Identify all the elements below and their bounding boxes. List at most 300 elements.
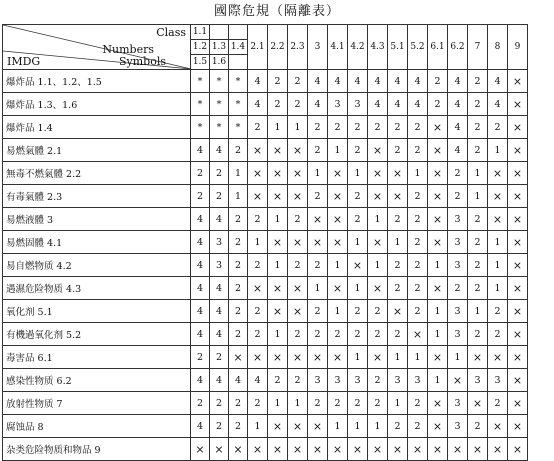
table-cell: 2 [348, 208, 368, 231]
table-cell: 2 [348, 300, 368, 323]
table-row [3, 277, 528, 300]
table-cell: 3 [448, 415, 468, 438]
table-cell: 1 [468, 162, 488, 185]
table-cell: 3 [328, 369, 348, 392]
table-cell: 1 [428, 369, 448, 392]
table-cell: × [268, 231, 288, 254]
table-cell: × [308, 415, 328, 438]
table-cell: × [368, 139, 388, 162]
header-class-cell [229, 25, 248, 40]
table-cell: 4 [408, 70, 428, 93]
table-cell: 2 [468, 231, 488, 254]
table-cell: × [488, 162, 508, 185]
table-cell: × [488, 208, 508, 231]
table-cell: 4 [388, 70, 408, 93]
table-cell: 2 [408, 139, 428, 162]
table-cell: 2 [468, 254, 488, 277]
header-class-cell: 1.4 [229, 40, 248, 55]
table-cell: 2 [308, 185, 328, 208]
table-cell: 1 [428, 300, 448, 323]
table-cell: × [448, 438, 468, 461]
row-label: 腐蚀品 8 [3, 415, 191, 438]
table-cell: × [348, 438, 368, 461]
header-class-cell: 1.5 [191, 55, 210, 70]
table-row [3, 254, 528, 277]
table-cell: 1 [468, 300, 488, 323]
header-class-cell: 8 [488, 25, 508, 70]
table-cell: * [210, 70, 229, 93]
header-class-cell [210, 25, 229, 40]
table-cell: 4 [488, 93, 508, 116]
table-cell: 2 [388, 139, 408, 162]
row-label: 易燃液體 3 [3, 208, 191, 231]
table-cell: 2 [468, 93, 488, 116]
table-cell: × [408, 323, 428, 346]
table-cell: 2 [388, 116, 408, 139]
table-cell: 2 [408, 185, 428, 208]
table-cell: 2 [288, 323, 308, 346]
table-cell: × [388, 300, 408, 323]
table-cell: × [508, 185, 528, 208]
table-cell: * [210, 116, 229, 139]
header-class-cell: 1.6 [210, 55, 229, 70]
table-cell: 2 [488, 116, 508, 139]
table-cell: 2 [328, 323, 348, 346]
table-cell: 1 [328, 300, 348, 323]
table-cell: × [508, 162, 528, 185]
table-cell: 3 [448, 392, 468, 415]
table-cell: × [248, 162, 268, 185]
table-cell: 1 [488, 277, 508, 300]
table-row [3, 70, 528, 93]
table-cell: 2 [268, 70, 288, 93]
table-cell: × [268, 162, 288, 185]
table-cell: 2 [388, 323, 408, 346]
header-class-cell [229, 55, 248, 70]
row-label: 易燃固體 4.1 [3, 231, 191, 254]
table-cell: 2 [308, 139, 328, 162]
table-cell: 2 [368, 392, 388, 415]
table-cell: 4 [191, 369, 210, 392]
table-cell: * [191, 116, 210, 139]
table-cell: 2 [368, 323, 388, 346]
table-cell: 2 [348, 392, 368, 415]
table-cell: × [488, 415, 508, 438]
table-cell: 4 [210, 369, 229, 392]
table-cell: × [268, 438, 288, 461]
table-cell: 4 [191, 231, 210, 254]
row-label: 感染性物质 6.2 [3, 369, 191, 392]
table-cell: × [508, 369, 528, 392]
table-cell: 2 [229, 415, 248, 438]
table-cell: × [191, 438, 210, 461]
table-cell: 1 [229, 162, 248, 185]
table-cell: 2 [448, 277, 468, 300]
table-cell: 1 [348, 346, 368, 369]
table-cell: 2 [288, 70, 308, 93]
table-cell: × [428, 277, 448, 300]
table-row [3, 185, 528, 208]
table-cell: × [288, 231, 308, 254]
table-cell: 4 [210, 208, 229, 231]
table-cell: 2 [468, 323, 488, 346]
table-cell: × [508, 300, 528, 323]
header-class-cell: 3 [308, 25, 328, 70]
table-cell: 4 [448, 93, 468, 116]
header-class-cell: 1.1 [191, 25, 210, 40]
table-row [3, 93, 528, 116]
table-cell: 2 [248, 116, 268, 139]
table-cell: × [368, 162, 388, 185]
table-cell: × [288, 162, 308, 185]
table-cell: × [248, 185, 268, 208]
table-cell: 4 [328, 70, 348, 93]
row-label: 易燃氣體 2.1 [3, 139, 191, 162]
row-label: 有機過氧化剂 5.2 [3, 323, 191, 346]
header-class-cell: 4.1 [328, 25, 348, 70]
table-cell: * [191, 93, 210, 116]
table-cell: 1 [248, 231, 268, 254]
table-cell: 4 [408, 93, 428, 116]
table-cell: × [428, 415, 448, 438]
table-cell: × [328, 346, 348, 369]
table-cell: 2 [248, 392, 268, 415]
table-cell: × [268, 415, 288, 438]
row-label: 無毒不燃氣體 2.2 [3, 162, 191, 185]
header-class-cell: 2.1 [248, 25, 268, 70]
table-cell: 2 [229, 300, 248, 323]
table-cell: × [288, 346, 308, 369]
table-cell: 1 [248, 415, 268, 438]
table-cell: × [268, 277, 288, 300]
table-cell: × [308, 231, 328, 254]
table-cell: 2 [348, 185, 368, 208]
table-cell: 2 [368, 369, 388, 392]
table-cell: 1 [408, 346, 428, 369]
table-row [3, 369, 528, 392]
row-label: 易自燃物质 4.2 [3, 254, 191, 277]
table-row [3, 346, 528, 369]
table-cell: × [508, 208, 528, 231]
table-cell: 2 [288, 93, 308, 116]
table-cell: 1 [268, 254, 288, 277]
segregation-table [2, 24, 528, 461]
table-cell: 1 [328, 415, 348, 438]
table-cell: × [368, 346, 388, 369]
table-cell: 2 [288, 369, 308, 392]
table-cell: 3 [488, 369, 508, 392]
table-row [3, 392, 528, 415]
table-cell: × [508, 139, 528, 162]
table-cell: * [191, 70, 210, 93]
table-cell: 1 [229, 185, 248, 208]
table-cell: 2 [229, 208, 248, 231]
table-cell: × [288, 415, 308, 438]
table-cell: 1 [388, 392, 408, 415]
table-cell: × [348, 254, 368, 277]
table-cell: 1 [288, 392, 308, 415]
table-cell: 1 [448, 346, 468, 369]
table-cell: 2 [368, 116, 388, 139]
table-cell: 4 [191, 139, 210, 162]
table-cell: 2 [308, 323, 328, 346]
table-cell: 1 [348, 415, 368, 438]
table-cell: × [488, 438, 508, 461]
table-cell: 2 [408, 300, 428, 323]
table-cell: 4 [191, 323, 210, 346]
table-cell: × [488, 185, 508, 208]
row-label: 爆炸品 1.4 [3, 116, 191, 139]
table-cell: 2 [368, 300, 388, 323]
table-cell: 1 [348, 231, 368, 254]
header-class-cell: 9 [508, 25, 528, 70]
table-cell: 3 [408, 369, 428, 392]
table-cell: × [508, 231, 528, 254]
row-label: 遇濕危险物质 4.3 [3, 277, 191, 300]
table-cell: × [388, 162, 408, 185]
table-cell: 4 [191, 300, 210, 323]
table-cell: × [268, 300, 288, 323]
table-cell: 2 [428, 70, 448, 93]
table-cell: 1 [368, 208, 388, 231]
table-cell: × [248, 346, 268, 369]
table-cell: 4 [210, 139, 229, 162]
table-cell: × [248, 438, 268, 461]
table-cell: 2 [191, 392, 210, 415]
corner-symbols-label: Symbols [118, 55, 166, 68]
table-cell: × [468, 346, 488, 369]
table-cell: 2 [428, 93, 448, 116]
table-cell: × [508, 254, 528, 277]
table-cell: × [428, 231, 448, 254]
table-cell: 2 [308, 116, 328, 139]
table-cell: 2 [248, 254, 268, 277]
table-cell: 2 [308, 392, 328, 415]
table-cell: 1 [308, 162, 328, 185]
table-cell: × [268, 139, 288, 162]
table-cell: × [248, 277, 268, 300]
table-cell: × [428, 162, 448, 185]
table-cell: 1 [308, 277, 328, 300]
table-cell: 1 [288, 116, 308, 139]
table-cell: 3 [468, 369, 488, 392]
table-cell: 4 [210, 300, 229, 323]
table-cell: × [268, 346, 288, 369]
table-cell: * [229, 116, 248, 139]
table-cell: 2 [408, 208, 428, 231]
table-cell: 2 [229, 277, 248, 300]
table-cell: 2 [210, 392, 229, 415]
table-cell: 1 [368, 415, 388, 438]
table-cell: 2 [229, 323, 248, 346]
table-cell: × [328, 438, 348, 461]
table-cell: × [408, 438, 428, 461]
table-row [3, 231, 528, 254]
table-cell: 2 [388, 277, 408, 300]
table-cell: 2 [448, 162, 468, 185]
table-cell: × [468, 438, 488, 461]
table-cell: × [328, 231, 348, 254]
table-cell: 2 [348, 323, 368, 346]
table-cell: 2 [448, 185, 468, 208]
table-cell: 2 [191, 185, 210, 208]
table-cell: 2 [191, 346, 210, 369]
row-label: 毒害品 6.1 [3, 346, 191, 369]
table-cell: × [328, 208, 348, 231]
row-label: 杂类危险物质和物品 9 [3, 438, 191, 461]
table-cell: 3 [388, 369, 408, 392]
table-cell: × [508, 346, 528, 369]
table-cell: 4 [488, 70, 508, 93]
table-cell: 2 [468, 277, 488, 300]
table-cell: 4 [248, 93, 268, 116]
table-row [3, 415, 528, 438]
table-cell: 2 [408, 277, 428, 300]
table-cell: 4 [348, 70, 368, 93]
table-cell: 2 [468, 116, 488, 139]
header-row-1 [3, 25, 528, 40]
table-cell: 1 [468, 185, 488, 208]
table-cell: × [508, 323, 528, 346]
table-cell: 1 [328, 254, 348, 277]
table-cell: * [210, 93, 229, 116]
row-label: 爆炸品 1.3、1.6 [3, 93, 191, 116]
table-cell: 1 [388, 346, 408, 369]
table-cell: 3 [348, 369, 368, 392]
table-cell: 2 [210, 415, 229, 438]
table-cell: 4 [229, 369, 248, 392]
table-cell: × [508, 277, 528, 300]
table-cell: × [288, 438, 308, 461]
table-cell: 2 [229, 254, 248, 277]
table-cell: × [248, 139, 268, 162]
table-cell: 2 [268, 93, 288, 116]
table-cell: × [368, 185, 388, 208]
table-cell: 3 [328, 93, 348, 116]
header-class-cell: 5.1 [388, 25, 408, 70]
corner-numbers-label: Numbers [102, 43, 154, 56]
table-cell: × [468, 392, 488, 415]
table-cell: 2 [388, 208, 408, 231]
header-class-cell: 7 [468, 25, 488, 70]
table-cell: × [428, 438, 448, 461]
corner-imdg-label: IMDG [7, 55, 41, 68]
header-class-cell: 4.3 [368, 25, 388, 70]
table-cell: 4 [191, 415, 210, 438]
table-cell: 4 [210, 323, 229, 346]
table-cell: × [488, 346, 508, 369]
row-label: 放射性物质 7 [3, 392, 191, 415]
table-cell: × [229, 438, 248, 461]
table-cell: 1 [428, 254, 448, 277]
table-cell: 4 [388, 93, 408, 116]
table-cell: 2 [468, 415, 488, 438]
table-cell: 4 [448, 116, 468, 139]
table-cell: 3 [448, 300, 468, 323]
table-cell: 2 [308, 254, 328, 277]
table-cell: × [308, 438, 328, 461]
table-cell: × [368, 231, 388, 254]
table-cell: 2 [308, 300, 328, 323]
table-cell: 2 [388, 254, 408, 277]
table-cell: 1 [488, 231, 508, 254]
table-cell: × [388, 185, 408, 208]
table-cell: 2 [229, 392, 248, 415]
table-row [3, 139, 528, 162]
table-cell: × [448, 369, 468, 392]
table-cell: 2 [408, 231, 428, 254]
table-cell: 2 [229, 231, 248, 254]
table-cell: × [268, 185, 288, 208]
table-cell: 1 [328, 139, 348, 162]
table-row [3, 162, 528, 185]
table-cell: 2 [248, 300, 268, 323]
table-cell: 2 [268, 369, 288, 392]
table-cell: × [428, 208, 448, 231]
row-label: 有毒氣體 2.3 [3, 185, 191, 208]
table-cell: × [428, 346, 448, 369]
table-cell: 3 [210, 254, 229, 277]
table-cell: 2 [468, 208, 488, 231]
table-cell: 1 [428, 323, 448, 346]
table-row [3, 208, 528, 231]
table-cell: 1 [348, 162, 368, 185]
table-cell: 2 [408, 415, 428, 438]
table-cell: 4 [368, 93, 388, 116]
table-cell: 3 [448, 323, 468, 346]
row-label: 爆炸品 1.1、1.2、1.5 [3, 70, 191, 93]
table-row [3, 300, 528, 323]
header-class-cell: 4.2 [348, 25, 368, 70]
header-class-cell: 6.1 [428, 25, 448, 70]
table-cell: 2 [488, 300, 508, 323]
table-cell: × [328, 277, 348, 300]
table-cell: 2 [388, 415, 408, 438]
row-label: 氧化剂 5.1 [3, 300, 191, 323]
table-cell: × [308, 346, 328, 369]
table-cell: × [508, 93, 528, 116]
table-cell: 3 [348, 93, 368, 116]
table-cell: 2 [488, 323, 508, 346]
table-cell: 2 [328, 392, 348, 415]
header-class-cell: 1.3 [210, 40, 229, 55]
table-cell: 1 [488, 254, 508, 277]
table-cell: × [428, 139, 448, 162]
table-cell: 3 [448, 254, 468, 277]
table-cell: × [508, 70, 528, 93]
table-cell: 2 [468, 139, 488, 162]
table-cell: 3 [448, 231, 468, 254]
table-cell: 2 [328, 116, 348, 139]
header-class-cell: 5.2 [408, 25, 428, 70]
table-row [3, 116, 528, 139]
table-cell: × [308, 208, 328, 231]
table-cell: 2 [210, 162, 229, 185]
table-cell: 1 [368, 254, 388, 277]
table-cell: 2 [488, 392, 508, 415]
corner-cell [3, 25, 191, 70]
table-cell: × [508, 415, 528, 438]
table-cell: 3 [210, 231, 229, 254]
table-row [3, 438, 528, 461]
table-cell: 2 [348, 139, 368, 162]
table-cell: 2 [248, 208, 268, 231]
page-title: 國際危規（隔離表） [213, 4, 340, 19]
table-cell: 4 [191, 277, 210, 300]
table-cell: × [428, 185, 448, 208]
table-cell: 4 [248, 70, 268, 93]
table-cell: 1 [268, 323, 288, 346]
